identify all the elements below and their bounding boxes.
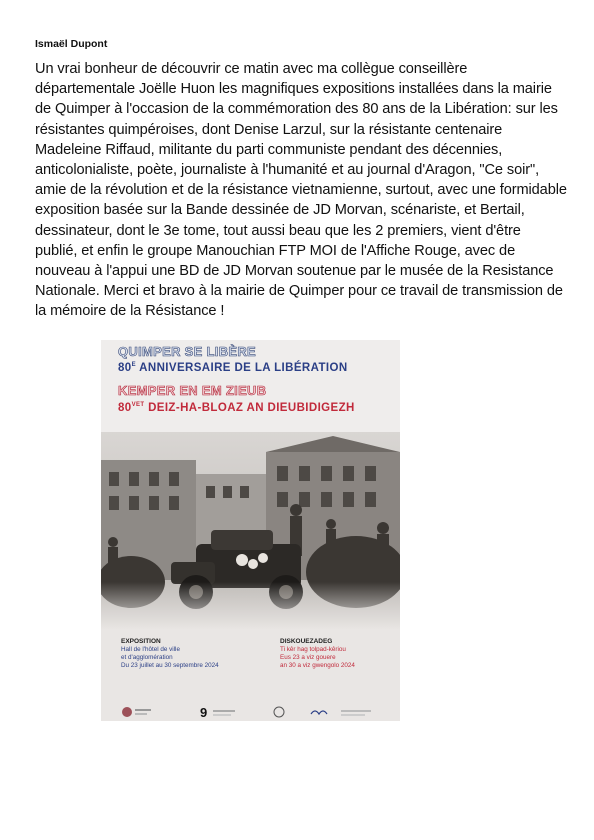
wave-logo-icon xyxy=(311,711,327,714)
author-name: Ismaël Dupont xyxy=(35,38,108,50)
post-text: Un vrai bonheur de découvrir ce matin avec ma collègue conseillère départementale Joëlle Huon les magnifiques expositions installées dans la mairie de Quimper à l'occasion de la commémoration des 80 ans de la Libération: sur les résistantes quimpéroises, dont Denise Larzul, sur la résistante centenaire Madeleine Riffaud, militante du parti communiste pendant des décennies, anticolonialiste, poète, journaliste à l'humanité et au journal d'Aragon, "Ce soir", amie de la révolution et de la résistance vietnamienne, surtout, avec une formidable exposition basée sur la Bande dessinée de JD Morvan, scénariste, et Bertail, dessinateur, dont le 3e tome, tout aussi beau que les 2 premiers, vient d'être publié, et enfin le groupe Manouchian FTP MOI de l'Affiche Rouge, avec de nouveau à l'appui une BD de JD Morvan soutenue par le musée de la Resistance Nationale. Merci et bravo à la mairie de Quimper pour ce travail de transmission de la mémoire de la Résistance ! xyxy=(35,61,567,320)
poster-subtitle-fr: $80^E$ ANNIVERSAIRE DE LA LIBÉRATION xyxy=(118,362,348,374)
emblem-icon xyxy=(274,707,284,717)
poster-title-fr: QUIMPER SE LIBÈRE xyxy=(118,344,257,359)
venue-line-2: et d'agglomération xyxy=(121,654,173,661)
dates-line: Du 23 juillet au 30 septembre 2024 xyxy=(121,662,219,669)
historic-photo xyxy=(101,432,400,630)
sponsor-logos xyxy=(101,704,400,721)
exhibition-label: EXPOSITION xyxy=(121,638,161,645)
poster-image xyxy=(101,340,400,721)
exhibition-label-br: DISKOUEZADEG xyxy=(280,638,333,645)
dates-line-br: Eus 23 a viz gouere xyxy=(280,654,336,661)
exhibition-info-br xyxy=(280,638,355,670)
dates-line-br-2: an 30 a viz gwengolo 2024 xyxy=(280,662,355,669)
poster-subtitle-br: $80^{VET}$ DEIZ-HA-BLOAZ AN DIEUBIDIGEZH xyxy=(118,402,355,414)
logo-nine: 9 xyxy=(200,705,208,720)
city-crest-icon xyxy=(122,707,132,717)
venue-line-br: Ti kêr hag tolpad-kêriou xyxy=(280,646,346,653)
poster-header xyxy=(101,340,400,432)
venue-line: Hall de l'hôtel de ville xyxy=(121,646,180,653)
poster-title-br: KEMPER EN EM ZIEUB xyxy=(118,383,267,398)
exhibition-info-fr xyxy=(121,638,219,670)
